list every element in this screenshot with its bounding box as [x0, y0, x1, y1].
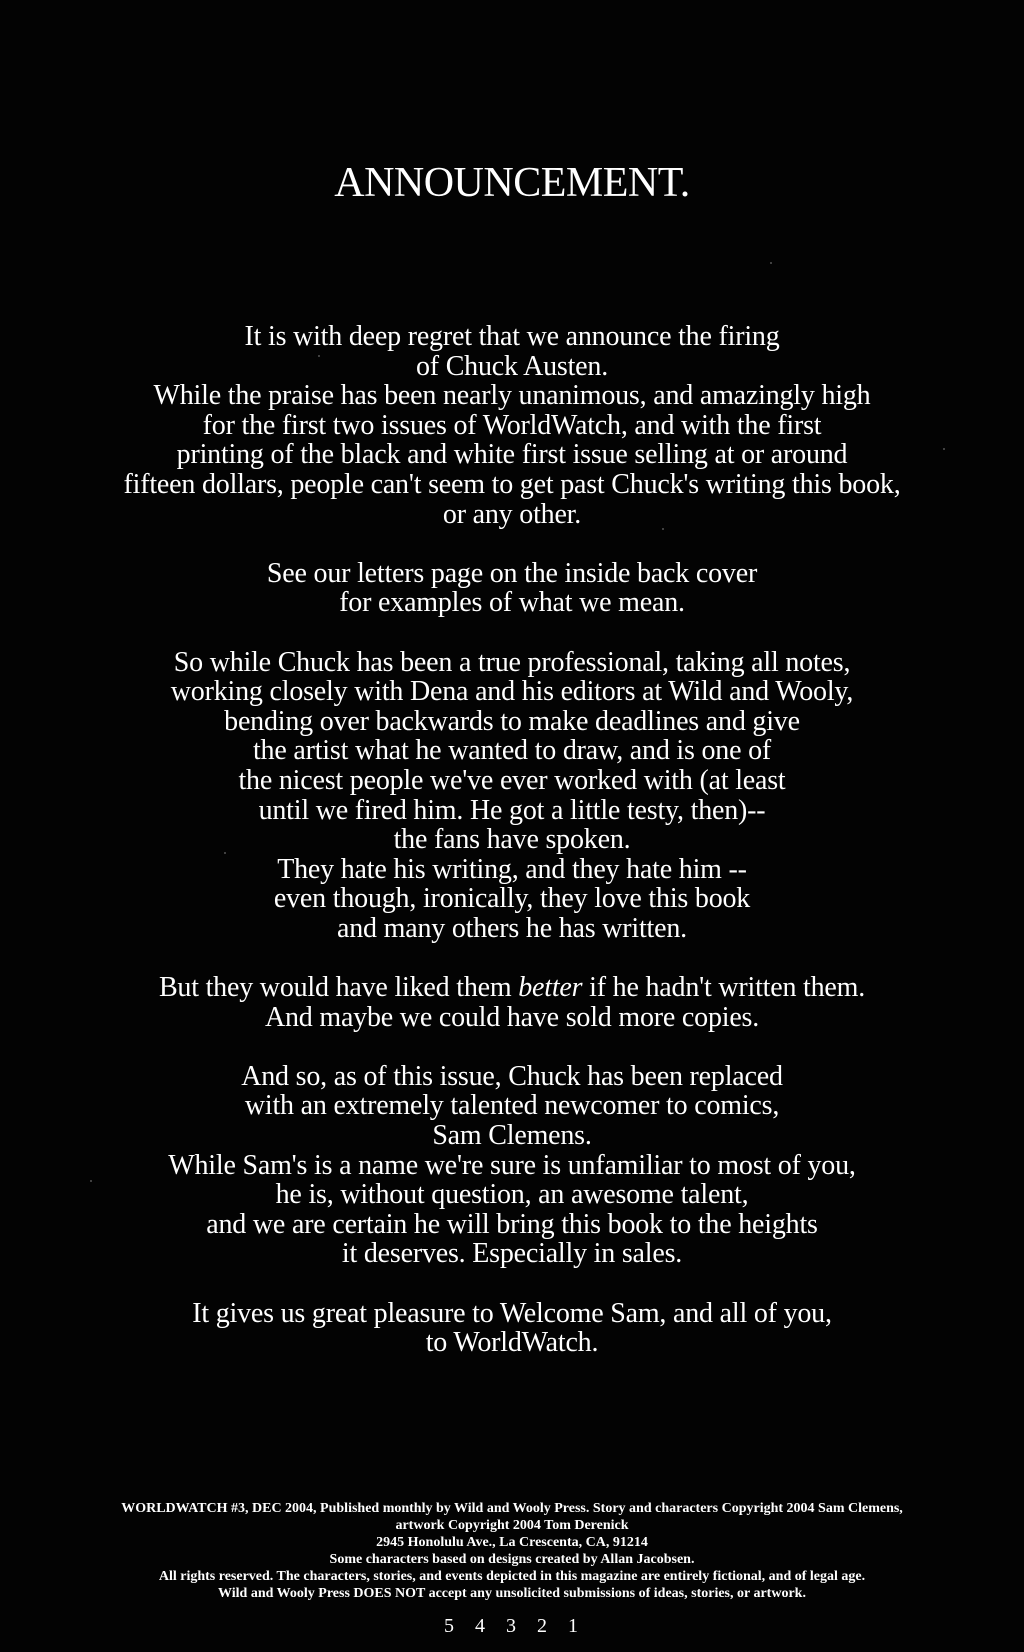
text-segment: But they would have liked them: [158, 972, 519, 1004]
paragraph-firing: [20, 322, 1004, 529]
text-line: See our letters page on the inside back cover: [266, 557, 758, 589]
page-title: ANNOUNCEMENT.: [334, 160, 690, 206]
text-line: of Chuck Austen.: [415, 350, 608, 382]
text-line: It is with deep regret that we announce the firing: [244, 321, 780, 352]
text-line: It gives us great pleasure to Welcome Sam, and all of you,: [192, 1297, 832, 1329]
announcement-body: [20, 322, 1004, 1387]
text-line: Sam Clemens.: [432, 1120, 592, 1152]
scan-speck: [318, 355, 320, 357]
scan-speck: [770, 262, 772, 264]
text-line: printing of the black and white first issue selling at or around: [176, 439, 848, 471]
publication-indicia: [10, 1500, 1014, 1602]
paragraph-welcome: [20, 1299, 1004, 1358]
printing-numbers: 5 4 3 2 1: [444, 1615, 580, 1637]
paragraph-better: [20, 973, 1004, 1032]
text-segment: if he hadn't written them.: [582, 972, 866, 1004]
text-line: and we are certain he will bring this book to the heights: [206, 1208, 818, 1240]
text-line: it deserves. Especially in sales.: [341, 1238, 683, 1270]
paragraph-professional: [20, 648, 1004, 944]
text-line: bending over backwards to make deadlines and give: [224, 705, 800, 737]
text-line: the fans have spoken.: [393, 824, 631, 856]
text-line: or any other.: [442, 498, 582, 530]
indicia-line: 2945 Honolulu Ave., La Crescenta, CA, 91214: [376, 1535, 648, 1550]
indicia-line: Wild and Wooly Press DOES NOT accept any unsolicited submissions of ideas, stories, or artwork.: [218, 1586, 806, 1601]
indicia-line: All rights reserved. The characters, stories, and events depicted in this magazine are entirely fictional, and of legal age.: [158, 1569, 866, 1584]
paragraph-letters-page: [20, 559, 1004, 618]
text-line: the nicest people we've ever worked with (at least: [238, 764, 786, 796]
text-line: [20, 973, 1004, 1003]
text-line: the artist what he wanted to draw, and is one of: [252, 735, 772, 767]
paragraph-replacement: [20, 1062, 1004, 1269]
text-line: They hate his writing, and they hate him --: [277, 853, 747, 885]
scan-speck: [943, 448, 945, 450]
indicia-line: WORLDWATCH #3, DEC 2004, Published monthly by Wild and Wooly Press. Story and characters Copyright 2004 Sam Clemens,: [121, 1501, 903, 1516]
emphasis-text: better: [518, 972, 583, 1004]
text-line: for examples of what we mean.: [339, 587, 685, 619]
indicia-line: Some characters based on designs created by Allan Jacobsen.: [329, 1552, 695, 1567]
text-line: and many others he has written.: [337, 912, 687, 944]
text-line: even though, ironically, they love this book: [273, 883, 751, 915]
scan-speck: [224, 852, 226, 854]
scan-speck: [90, 1180, 92, 1182]
text-line: working closely with Dena and his editors at Wild and Wooly,: [170, 676, 854, 708]
text-line: fifteen dollars, people can't seem to get past Chuck's writing this book,: [123, 468, 901, 500]
scan-speck: [662, 528, 664, 530]
indicia-line: artwork Copyright 2004 Tom Derenick: [395, 1518, 629, 1533]
text-line: with an extremely talented newcomer to comics,: [244, 1090, 780, 1122]
text-line: So while Chuck has been a true professional, taking all notes,: [173, 646, 851, 678]
text-line: And maybe we could have sold more copies.: [264, 1001, 760, 1033]
text-line: And so, as of this issue, Chuck has been replaced: [241, 1060, 783, 1092]
text-line: for the first two issues of WorldWatch, and with the first: [202, 409, 822, 441]
text-line: While Sam's is a name we're sure is unfamiliar to most of you,: [168, 1149, 856, 1181]
text-line: to WorldWatch.: [425, 1327, 599, 1359]
text-line: until we fired him. He got a little testy, then)--: [258, 794, 766, 826]
text-line: While the praise has been nearly unanimous, and amazingly high: [153, 380, 871, 412]
text-line: he is, without question, an awesome talent,: [275, 1179, 749, 1211]
